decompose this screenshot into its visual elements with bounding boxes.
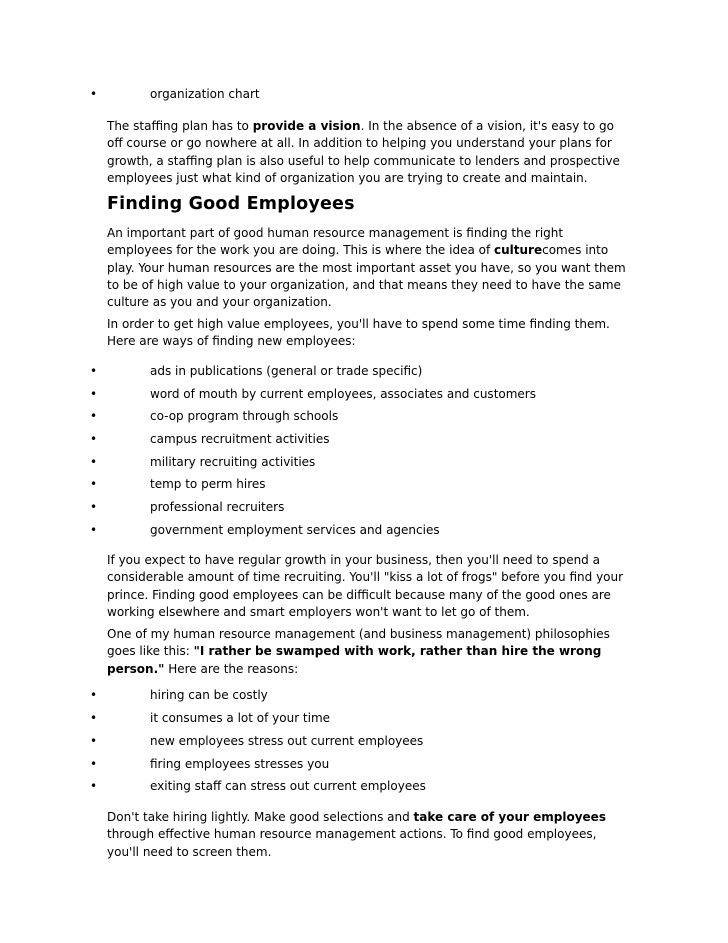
list-item — [0, 520, 728, 540]
bullet-icon: • — [90, 477, 98, 491]
bullet-icon: • — [90, 688, 98, 702]
bullet-icon: • — [90, 734, 98, 748]
bullet-icon: • — [90, 500, 98, 514]
paragraph-ways: In order to get high value employees, you'll have to spend some time finding them. Here are ways of finding new employees: — [107, 317, 610, 349]
list-item-text: co-op program through schools — [150, 409, 339, 423]
paragraph-vision: The staffing plan has to provide a vision. In the absence of a vision, it's easy to go off course or go nowhere at all. In addition to helping you understand your plans for growth, a staffing plan is also useful to help communicate to lenders and prospective employees just what kind of organization you are trying to create and maintain. — [107, 119, 620, 185]
bullet-icon: • — [90, 779, 98, 793]
bullet-icon: • — [90, 364, 98, 378]
list-item — [0, 406, 728, 426]
list-item — [0, 708, 728, 728]
list-item-text: it consumes a lot of your time — [150, 711, 331, 725]
bullet-icon: • — [90, 523, 98, 537]
list-item — [0, 384, 728, 404]
list-item — [0, 429, 728, 449]
list-item — [0, 452, 728, 472]
bullet-icon: • — [90, 455, 98, 469]
bullet-icon: • — [90, 387, 98, 401]
emphasis-culture: culture — [494, 243, 543, 258]
list-item-text: temp to perm hires — [150, 477, 266, 491]
paragraph-final: Don't take hiring lightly. Make good selections and take care of your employees through effective human resource management actions. To find good employees, you'll need to screen them. — [107, 810, 606, 859]
emphasis-quote: "I rather be swamped with work, rather than hire the wrong person." — [107, 644, 602, 676]
list-item-text: campus recruitment activities — [150, 432, 330, 446]
list-item-text: government employment services and agencies — [150, 523, 440, 537]
bullet-icon: • — [90, 757, 98, 771]
list-item — [0, 754, 728, 774]
list-item-text: hiring can be costly — [150, 688, 268, 702]
bullet-icon: • — [90, 711, 98, 725]
list-item-text: new employees stress out current employees — [150, 734, 424, 748]
list-item-text: professional recruiters — [150, 500, 285, 514]
bullet-icon: • — [90, 87, 98, 101]
emphasis-provide-vision: provide a vision — [252, 119, 361, 133]
list-item — [0, 361, 728, 381]
list-item — [0, 731, 728, 751]
list-item-text: firing employees stresses you — [150, 757, 330, 771]
paragraph-growth: If you expect to have regular growth in your business, then you'll need to spend a considerable amount of time recruiting. You'll "kiss a lot of frogs" before you find your prince. Finding good employees can be difficult because many of the good ones are working elsewhere and smart employers won't want to let go of them. — [107, 553, 624, 619]
list-item — [0, 84, 728, 104]
list-item — [0, 474, 728, 494]
list-item-text: exiting staff can stress out current employees — [150, 779, 426, 793]
bullet-icon: • — [90, 432, 98, 446]
list-item — [0, 497, 728, 517]
emphasis-take-care: take care of your employees — [413, 810, 606, 824]
list-item-text: word of mouth by current employees, associates and customers — [150, 387, 536, 401]
list-item-text: ads in publications (general or trade specific) — [150, 364, 423, 378]
paragraph-culture: An important part of good human resource management is finding the right employees for the work you are doing. This is where the idea of culturecomes into play. Your human resources are the most important asset you have, so you want them to be of high value to your organization, and that means they need to have the same culture as you and your organization. — [107, 226, 626, 310]
list-item-text: military recruiting activities — [150, 455, 316, 469]
bullet-icon: • — [90, 409, 98, 423]
section-heading: Finding Good Employees — [107, 194, 355, 214]
list-item-text: organization chart — [150, 87, 260, 101]
list-item — [0, 685, 728, 705]
list-item — [0, 776, 728, 796]
paragraph-philosophy: One of my human resource management (and business management) philosophies goes like this: "I rather be swamped with work, rather than hire the wrong person." Here are the reasons: — [107, 627, 610, 676]
